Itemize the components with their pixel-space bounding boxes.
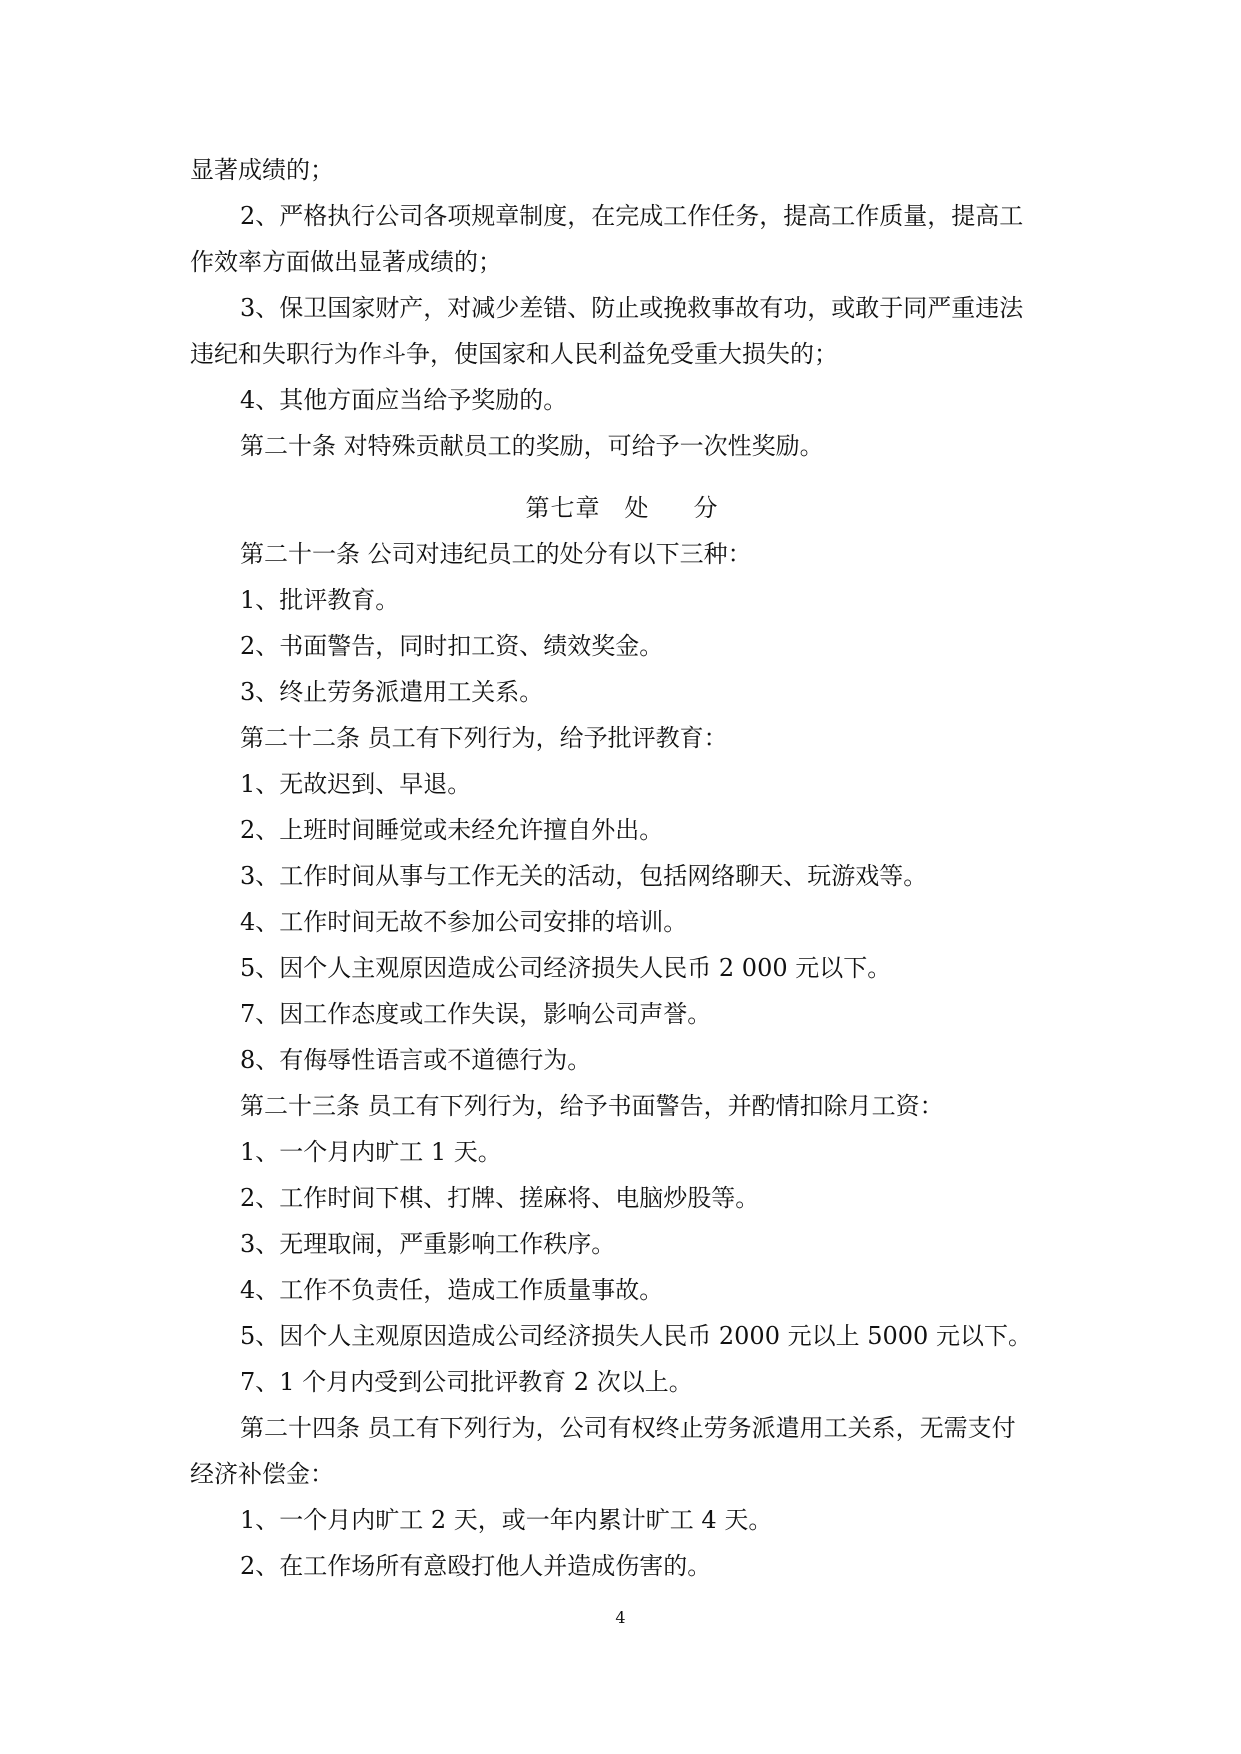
- page-number: 4: [615, 1608, 626, 1627]
- text-line: 4、工作时间无故不参加公司安排的培训。: [240, 908, 688, 936]
- text-line: 作效率方面做出显著成绩的；: [190, 248, 502, 276]
- text-line: 2、在工作场所有意殴打他人并造成伤害的。: [240, 1552, 712, 1580]
- text-line: 第二十二条 员工有下列行为，给予批评教育：: [240, 724, 728, 752]
- chapter-heading: [190, 493, 1054, 523]
- chapter-title-char-1: 处: [624, 494, 650, 522]
- chapter-title-char-2: 分: [693, 494, 719, 522]
- text-line: 3、终止劳务派遣用工关系。: [240, 678, 544, 706]
- text-line: 3、保卫国家财产，对减少差错、防止或挽救事故有功，或敢于同严重违法: [240, 294, 1024, 322]
- text-line: 违纪和失职行为作斗争，使国家和人民利益免受重大损失的；: [190, 340, 838, 368]
- text-line: 8、有侮辱性语言或不道德行为。: [240, 1046, 592, 1074]
- text-line: 第二十四条 员工有下列行为，公司有权终止劳务派遣用工关系，无需支付: [240, 1414, 1016, 1442]
- text-line: 显著成绩的；: [190, 156, 334, 184]
- text-line: 4、工作不负责任，造成工作质量事故。: [240, 1276, 664, 1304]
- text-line: 第二十三条 员工有下列行为，给予书面警告，并酌情扣除月工资：: [240, 1092, 944, 1120]
- text-line: 2、上班时间睡觉或未经允许擅自外出。: [240, 816, 664, 844]
- text-line: 2、工作时间下棋、打牌、搓麻将、电脑炒股等。: [240, 1184, 760, 1212]
- text-line: 5、因个人主观原因造成公司经济损失人民币 2 000 元以下。: [240, 954, 892, 982]
- document-body: [190, 155, 1054, 1597]
- text-line: 1、批评教育。: [240, 586, 400, 614]
- text-line: 第二十一条 公司对违纪员工的处分有以下三种：: [240, 540, 752, 568]
- text-line: 第二十条 对特殊贡献员工的奖励，可给予一次性奖励。: [240, 432, 824, 460]
- text-line: 7、1 个月内受到公司批评教育 2 次以上。: [240, 1368, 693, 1396]
- text-line: 经济补偿金：: [190, 1460, 334, 1488]
- text-line: 5、因个人主观原因造成公司经济损失人民币 2000 元以上 5000 元以下。: [240, 1322, 1032, 1350]
- chapter-number: 第七章: [525, 494, 601, 522]
- text-line: 7、因工作态度或工作失误，影响公司声誉。: [240, 1000, 712, 1028]
- text-line: 1、一个月内旷工 2 天，或一年内累计旷工 4 天。: [240, 1506, 773, 1534]
- text-block-before-chapter: [190, 155, 1054, 461]
- text-line: 2、书面警告，同时扣工资、绩效奖金。: [240, 632, 664, 660]
- text-line: 4、其他方面应当给予奖励的。: [240, 386, 568, 414]
- text-block-after-chapter: [190, 539, 1054, 1581]
- text-line: 2、严格执行公司各项规章制度，在完成工作任务，提高工作质量，提高工: [240, 202, 1024, 230]
- text-line: 3、无理取闹，严重影响工作秩序。: [240, 1230, 616, 1258]
- text-line: 3、工作时间从事与工作无关的活动，包括网络聊天、玩游戏等。: [240, 862, 928, 890]
- text-line: 1、无故迟到、早退。: [240, 770, 472, 798]
- text-line: 1、一个月内旷工 1 天。: [240, 1138, 502, 1166]
